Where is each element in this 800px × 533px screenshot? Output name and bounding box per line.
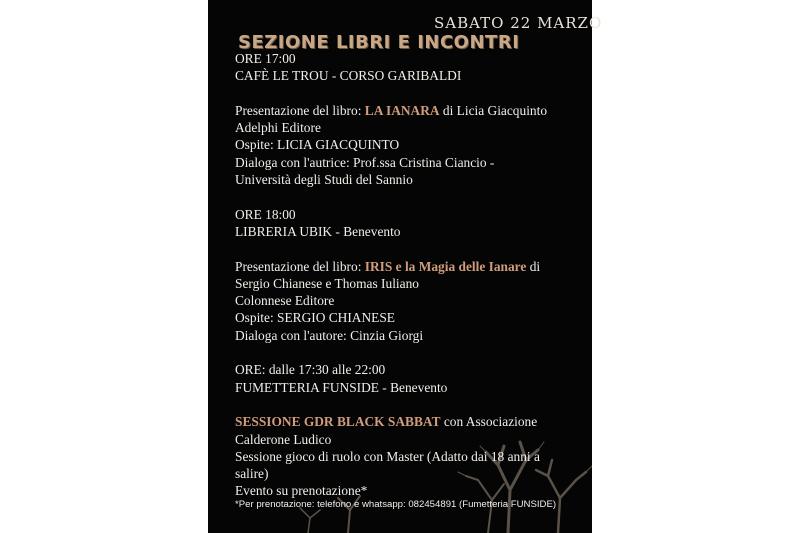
booking-footnote: *Per prenotazione: telefono e whatsapp: 082454891 (Fumetteria FUNSIDE) <box>235 499 557 510</box>
event3-description-line1: Sessione gioco di ruolo con Master (Adatto dai 18 anni a <box>235 448 540 464</box>
event2-time: ORE 18:00 <box>235 206 296 222</box>
event2-authors: Sergio Chianese e Thomas Iuliano <box>235 275 419 291</box>
event3-booking-note: Evento su prenotazione* <box>235 483 368 499</box>
events-body <box>235 50 585 500</box>
event3-session <box>235 413 585 430</box>
event2-place: LIBRERIA UBIK - Benevento <box>235 223 401 239</box>
event3-place: FUMETTERIA FUNSIDE - Benevento <box>235 379 448 395</box>
event2-dialogue: Dialoga con l'autore: Cinzia Giorgi <box>235 327 424 343</box>
event3-session-suffix: con Associazione <box>440 414 538 430</box>
event2-presentation-suffix: di <box>526 258 541 274</box>
event-poster <box>208 0 592 533</box>
event1-presentation-suffix: di Licia Giacquinto <box>439 102 548 118</box>
section-heading: SEZIONE LIBRI E INCONTRI <box>238 32 520 53</box>
event2-guest: Ospite: SERGIO CHIANESE <box>235 310 395 326</box>
event3-session-title: SESSIONE GDR BLACK SABBAT <box>235 414 441 430</box>
event1-time: ORE 17:00 <box>235 51 296 66</box>
event2-publisher: Colonnese Editore <box>235 293 335 309</box>
event2-book-title: IRIS e la Magia delle Ianare <box>364 258 527 274</box>
event1-dialogue-line1: Dialoga con l'autrice: Prof.ssa Cristina Ciancio - <box>235 154 495 170</box>
event3-description-line2: salire) <box>235 466 269 482</box>
event1-publisher: Adelphi Editore <box>235 120 321 136</box>
event1-dialogue-line2: Università degli Studi del Sannio <box>235 172 413 188</box>
event3-time: ORE: dalle 17:30 alle 22:00 <box>235 362 386 378</box>
event3-association: Calderone Ludico <box>235 431 332 447</box>
event1-book-title: LA IANARA <box>364 102 440 118</box>
event1-presentation-prefix: Presentazione del libro: <box>235 102 365 118</box>
event2-presentation-prefix: Presentazione del libro: <box>235 258 365 274</box>
event1-presentation <box>235 102 585 119</box>
event1-place: CAFÈ LE TROU - CORSO GARIBALDI <box>235 68 462 84</box>
event-date: SABATO 22 MARZO <box>434 14 603 32</box>
event2-presentation <box>235 258 585 275</box>
event1-guest: Ospite: LICIA GIACQUINTO <box>235 137 400 153</box>
